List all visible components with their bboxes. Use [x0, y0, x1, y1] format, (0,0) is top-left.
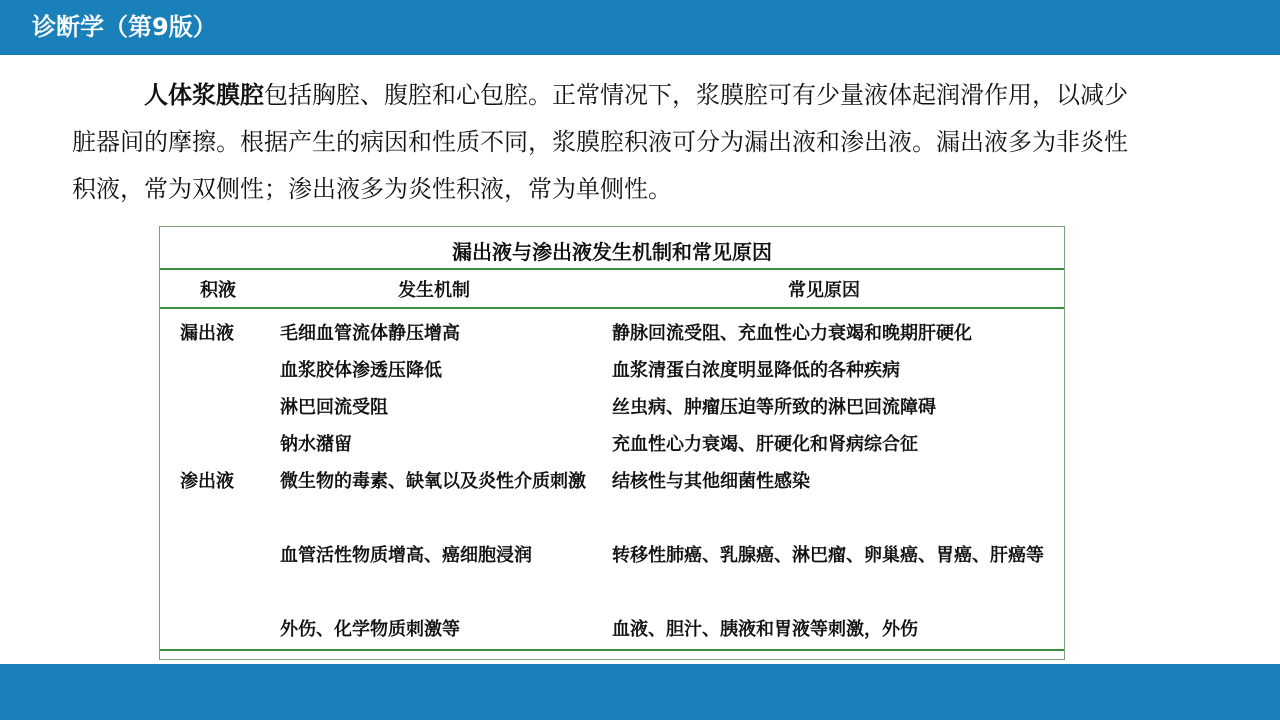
row-cause: 充血性心力衰竭、肝硬化和肾病综合征 — [612, 434, 918, 455]
intro-bold-term: 人体浆膜腔 — [144, 81, 264, 109]
row-category: 渗出液 — [180, 471, 234, 492]
row-cause: 丝虫病、肿瘤压迫等所致的淋巴回流障碍 — [612, 397, 936, 418]
table-title: 漏出液与渗出液发生机制和常见原因 — [452, 240, 772, 264]
row-cause: 转移性肺癌、乳腺癌、淋巴瘤、卵巢癌、胃癌、肝癌等 — [612, 545, 1044, 566]
header-bar — [0, 0, 1280, 55]
row-cause: 血液、胆汁、胰液和胃液等刺激，外伤 — [612, 619, 918, 640]
effusion-table — [159, 226, 1065, 660]
header-mechanism: 发生机制 — [398, 280, 470, 301]
page-title: 诊断学（第9版） — [32, 13, 217, 41]
intro-paragraph — [72, 72, 1132, 213]
row-category: 漏出液 — [180, 323, 234, 344]
row-mechanism: 外伤、化学物质刺激等 — [280, 619, 460, 640]
row-mechanism: 毛细血管流体静压增高 — [280, 323, 460, 344]
row-mechanism: 血管活性物质增高、癌细胞浸润 — [280, 545, 532, 566]
header-cause: 常见原因 — [788, 280, 860, 301]
table-rule-bottom — [160, 649, 1064, 651]
row-cause: 结核性与其他细菌性感染 — [612, 471, 810, 492]
row-cause: 血浆清蛋白浓度明显降低的各种疾病 — [612, 360, 900, 381]
row-mechanism: 血浆胶体渗透压降低 — [280, 360, 442, 381]
table-rule-header — [160, 307, 1064, 309]
row-mechanism: 淋巴回流受阻 — [280, 397, 388, 418]
intro-text: 包括胸腔、腹腔和心包腔。正常情况下，浆膜腔可有少量液体起润滑作用，以减少脏器间的摩擦。根据产生的病因和性质不同，浆膜腔积液可分为漏出液和渗出液。漏出液多为非炎性积液，常为双侧性；渗出液多为炎性积液，常为单侧性。 — [72, 81, 1128, 203]
row-mechanism: 钠水潴留 — [280, 434, 352, 455]
header-category: 积液 — [200, 280, 236, 301]
row-mechanism: 微生物的毒素、缺氧以及炎性介质刺激 — [280, 471, 586, 492]
table-rule-top — [160, 268, 1064, 270]
row-cause: 静脉回流受阻、充血性心力衰竭和晚期肝硬化 — [612, 323, 972, 344]
footer-bar — [0, 664, 1280, 720]
